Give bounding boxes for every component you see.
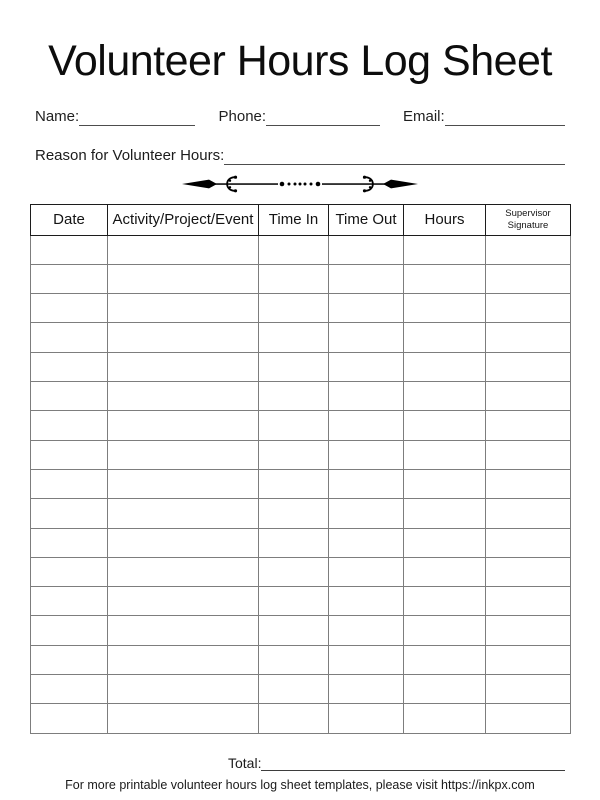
- log-entry-cell[interactable]: [486, 675, 571, 704]
- table-row: [31, 294, 571, 323]
- log-entry-cell[interactable]: [31, 528, 108, 557]
- footer-note: For more printable volunteer hours log sheet templates, please visit https://inkpx.com: [65, 778, 535, 793]
- log-entry-cell[interactable]: [259, 323, 329, 352]
- log-entry-cell[interactable]: [486, 352, 571, 381]
- log-entry-cell[interactable]: [486, 469, 571, 498]
- phone-field-group: [219, 108, 380, 126]
- log-entry-cell[interactable]: [404, 557, 486, 586]
- log-entry-cell[interactable]: [486, 411, 571, 440]
- log-entry-cell[interactable]: [404, 294, 486, 323]
- log-entry-cell[interactable]: [486, 499, 571, 528]
- log-entry-cell[interactable]: [259, 294, 329, 323]
- log-entry-cell[interactable]: [108, 645, 259, 674]
- table-row: [31, 645, 571, 674]
- table-row: [31, 499, 571, 528]
- log-entry-cell[interactable]: [329, 499, 404, 528]
- log-table-body: [31, 235, 571, 733]
- log-entry-cell[interactable]: [329, 294, 404, 323]
- log-entry-cell[interactable]: [329, 469, 404, 498]
- total-field-group: [228, 755, 565, 772]
- table-row: [31, 616, 571, 645]
- log-entry-cell[interactable]: [31, 264, 108, 293]
- log-entry-cell[interactable]: [108, 557, 259, 586]
- log-entry-cell[interactable]: [259, 264, 329, 293]
- header-row: [31, 204, 571, 235]
- name-label: Name:: [35, 107, 80, 125]
- log-entry-cell[interactable]: [259, 675, 329, 704]
- log-entry-cell[interactable]: [486, 235, 571, 264]
- log-entry-cell[interactable]: [329, 587, 404, 616]
- name-input-line[interactable]: [79, 109, 195, 126]
- total-input-line[interactable]: [261, 755, 565, 771]
- log-entry-cell[interactable]: [108, 587, 259, 616]
- table-row: [31, 675, 571, 704]
- column-header-hours: Hours: [404, 204, 486, 235]
- reason-field-group: [35, 147, 565, 165]
- log-entry-cell[interactable]: [108, 675, 259, 704]
- log-entry-cell[interactable]: [31, 645, 108, 674]
- log-entry-cell[interactable]: [486, 264, 571, 293]
- log-entry-cell[interactable]: [31, 411, 108, 440]
- log-entry-cell[interactable]: [486, 294, 571, 323]
- email-input-line[interactable]: [445, 109, 565, 126]
- log-entry-cell[interactable]: [404, 440, 486, 469]
- log-entry-cell[interactable]: [108, 616, 259, 645]
- log-entry-cell[interactable]: [108, 323, 259, 352]
- table-row: [31, 235, 571, 264]
- log-entry-cell[interactable]: [108, 528, 259, 557]
- log-entry-cell[interactable]: [31, 294, 108, 323]
- email-field-group: [403, 108, 565, 126]
- log-entry-cell[interactable]: [404, 704, 486, 733]
- log-entry-cell[interactable]: [259, 352, 329, 381]
- log-entry-cell[interactable]: [108, 499, 259, 528]
- log-entry-cell[interactable]: [329, 616, 404, 645]
- log-entry-cell[interactable]: [329, 264, 404, 293]
- table-row: [31, 323, 571, 352]
- log-entry-cell[interactable]: [31, 704, 108, 733]
- table-row: [31, 352, 571, 381]
- log-entry-cell[interactable]: [404, 235, 486, 264]
- log-entry-cell[interactable]: [329, 645, 404, 674]
- email-label: Email:: [403, 107, 445, 125]
- log-entry-cell[interactable]: [108, 382, 259, 411]
- log-entry-cell[interactable]: [259, 645, 329, 674]
- log-entry-cell[interactable]: [108, 294, 259, 323]
- phone-input-line[interactable]: [266, 109, 379, 126]
- log-entry-cell[interactable]: [404, 382, 486, 411]
- log-table-header: [31, 204, 571, 235]
- log-entry-cell[interactable]: [31, 557, 108, 586]
- log-entry-cell[interactable]: [486, 440, 571, 469]
- log-entry-cell[interactable]: [31, 587, 108, 616]
- log-entry-cell[interactable]: [329, 675, 404, 704]
- log-entry-cell[interactable]: [486, 382, 571, 411]
- log-entry-cell[interactable]: [31, 440, 108, 469]
- log-entry-cell[interactable]: [259, 469, 329, 498]
- log-entry-cell[interactable]: [31, 235, 108, 264]
- table-row: [31, 382, 571, 411]
- log-entry-cell[interactable]: [108, 352, 259, 381]
- log-entry-cell[interactable]: [31, 675, 108, 704]
- log-entry-cell[interactable]: [486, 557, 571, 586]
- log-entry-cell[interactable]: [486, 704, 571, 733]
- table-row: [31, 528, 571, 557]
- log-entry-cell[interactable]: [259, 499, 329, 528]
- table-row: [31, 411, 571, 440]
- log-entry-cell[interactable]: [31, 382, 108, 411]
- log-entry-cell[interactable]: [108, 411, 259, 440]
- contact-row: [35, 108, 565, 126]
- log-entry-cell[interactable]: [404, 352, 486, 381]
- log-entry-cell[interactable]: [329, 382, 404, 411]
- reason-label: Reason for Volunteer Hours:: [35, 146, 225, 164]
- log-entry-cell[interactable]: [259, 440, 329, 469]
- log-entry-cell[interactable]: [31, 352, 108, 381]
- log-entry-cell[interactable]: [404, 499, 486, 528]
- log-entry-cell[interactable]: [259, 557, 329, 586]
- log-table: [30, 204, 571, 734]
- reason-input-line[interactable]: [224, 148, 565, 165]
- log-entry-cell[interactable]: [108, 704, 259, 733]
- table-row: [31, 264, 571, 293]
- log-entry-cell[interactable]: [329, 235, 404, 264]
- page-title: Volunteer Hours Log Sheet: [48, 37, 552, 85]
- log-entry-cell[interactable]: [259, 587, 329, 616]
- log-entry-cell[interactable]: [108, 469, 259, 498]
- log-entry-cell[interactable]: [329, 557, 404, 586]
- log-entry-cell[interactable]: [404, 323, 486, 352]
- log-entry-cell[interactable]: [259, 382, 329, 411]
- table-row: [31, 704, 571, 733]
- table-row: [31, 587, 571, 616]
- ornamental-arrow-divider-icon: [182, 174, 418, 194]
- log-entry-cell[interactable]: [31, 499, 108, 528]
- log-entry-cell[interactable]: [329, 440, 404, 469]
- log-entry-cell[interactable]: [404, 264, 486, 293]
- log-entry-cell[interactable]: [31, 616, 108, 645]
- log-entry-cell[interactable]: [108, 264, 259, 293]
- log-entry-cell[interactable]: [259, 704, 329, 733]
- log-entry-cell[interactable]: [108, 440, 259, 469]
- log-entry-cell[interactable]: [31, 469, 108, 498]
- log-entry-cell[interactable]: [404, 675, 486, 704]
- column-header-supervisor-signature: Supervisor Signature: [486, 204, 571, 235]
- log-entry-cell[interactable]: [404, 645, 486, 674]
- log-entry-cell[interactable]: [31, 323, 108, 352]
- log-entry-cell[interactable]: [486, 323, 571, 352]
- table-row: [31, 440, 571, 469]
- log-entry-cell[interactable]: [259, 235, 329, 264]
- log-entry-cell[interactable]: [404, 616, 486, 645]
- column-header-time-out: Time Out: [329, 204, 404, 235]
- log-entry-cell[interactable]: [404, 411, 486, 440]
- log-entry-cell[interactable]: [259, 528, 329, 557]
- log-entry-cell[interactable]: [329, 323, 404, 352]
- log-entry-cell[interactable]: [259, 616, 329, 645]
- log-entry-cell[interactable]: [329, 528, 404, 557]
- table-row: [31, 557, 571, 586]
- column-header-activity-project-event: Activity/Project/Event: [108, 204, 259, 235]
- column-header-date: Date: [31, 204, 108, 235]
- log-entry-cell[interactable]: [404, 469, 486, 498]
- column-header-time-in: Time In: [259, 204, 329, 235]
- log-entry-cell[interactable]: [486, 616, 571, 645]
- name-field-group: [35, 108, 195, 126]
- phone-label: Phone:: [218, 107, 267, 125]
- log-entry-cell[interactable]: [486, 528, 571, 557]
- log-entry-cell[interactable]: [486, 645, 571, 674]
- log-entry-cell[interactable]: [329, 352, 404, 381]
- log-entry-cell[interactable]: [108, 235, 259, 264]
- total-label: Total:: [228, 754, 262, 771]
- log-entry-cell[interactable]: [486, 587, 571, 616]
- log-entry-cell[interactable]: [329, 411, 404, 440]
- table-row: [31, 469, 571, 498]
- divider-row: [0, 174, 600, 194]
- log-entry-cell[interactable]: [404, 587, 486, 616]
- log-entry-cell[interactable]: [329, 704, 404, 733]
- log-entry-cell[interactable]: [259, 411, 329, 440]
- log-entry-cell[interactable]: [404, 528, 486, 557]
